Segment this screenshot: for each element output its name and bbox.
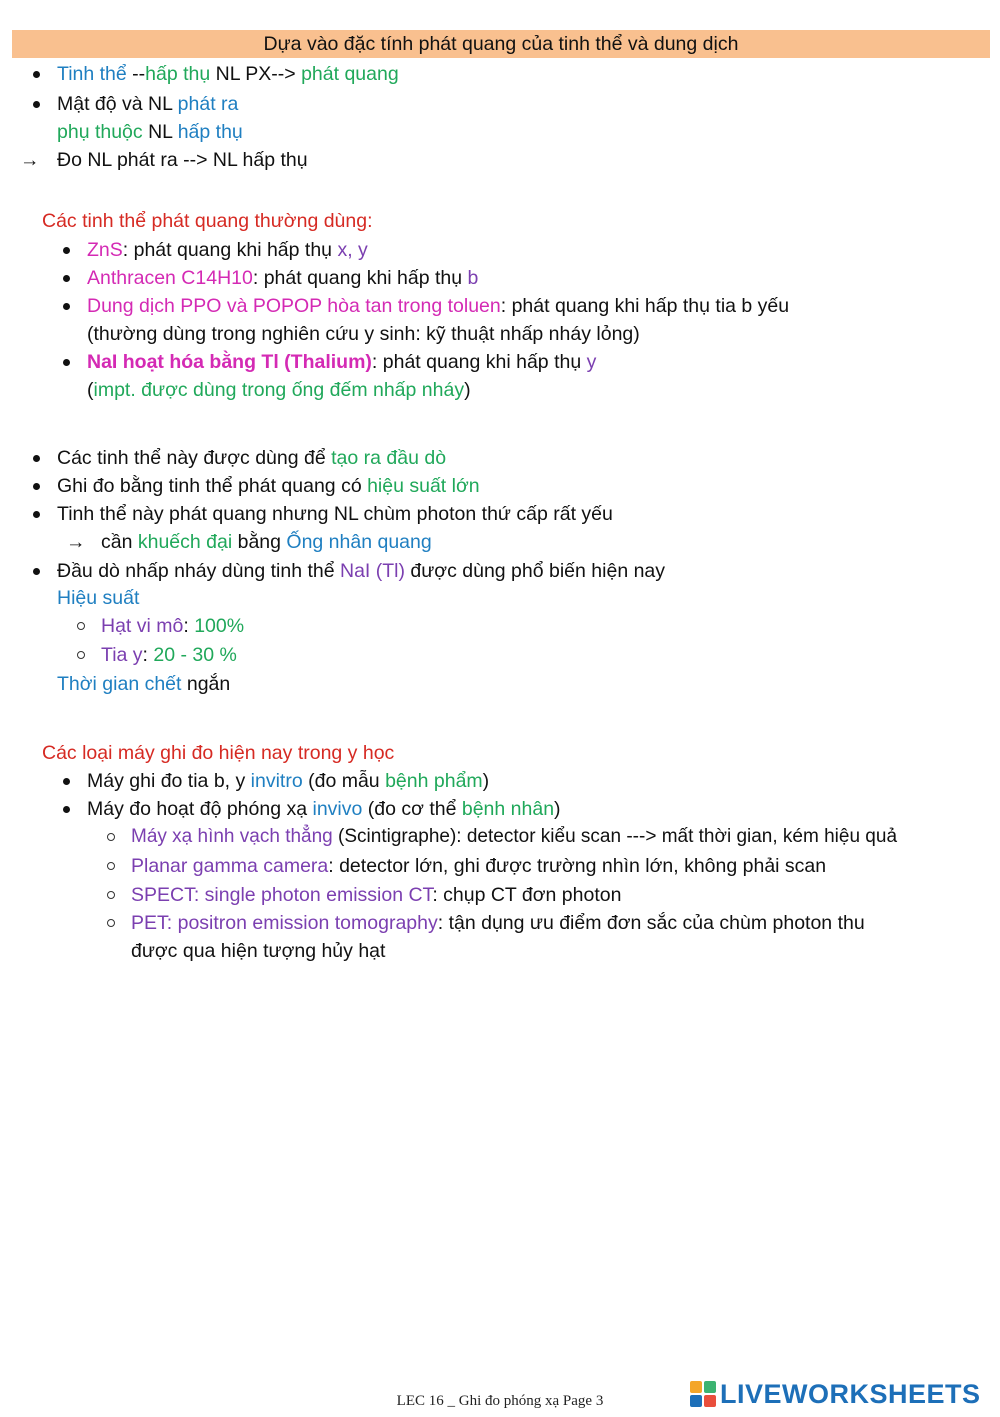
machine-1 (87, 769, 489, 793)
text-span: NL PX--> (210, 63, 302, 85)
text-span: invivo (312, 798, 363, 820)
bullet-dot (33, 455, 40, 462)
logo-square (704, 1395, 716, 1407)
bullet-dot (63, 247, 70, 254)
bullet-circle (107, 891, 115, 899)
crystal-nai-note (87, 378, 471, 402)
usage-3-sub (101, 530, 432, 554)
text-span: Đầu dò nhấp nháy dùng tinh thể (57, 560, 340, 582)
intro-line-3 (57, 120, 243, 144)
text-span: SPECT: single photon emission CT (131, 884, 433, 906)
text-span: Ghi đo bằng tinh thể phát quang có (57, 475, 368, 497)
text-span: phát ra (177, 93, 239, 115)
bullet-dot (63, 303, 70, 310)
usage-1 (57, 446, 446, 470)
crystal-ppo-note: (thường dùng trong nghiên cứu y sinh: kỹ thuật nhấp nháy lỏng) (87, 323, 640, 345)
text-span: 20 - 30 % (153, 644, 237, 666)
text-span: b (467, 267, 479, 289)
text-span: Máy đo hoạt độ phóng xạ (87, 798, 313, 820)
bullet-dot (33, 568, 40, 575)
text-span: bệnh phẩm (385, 770, 483, 792)
text-span: được dùng phổ biến hiện nay (404, 560, 666, 582)
text-span: : (142, 644, 154, 666)
arrow-icon: → (66, 531, 86, 553)
machine-sub-2 (131, 854, 826, 878)
text-span: NaI (Tl) (339, 560, 405, 582)
text-span: Planar gamma camera (131, 855, 329, 877)
text-span: hiệu suất lớn (367, 475, 480, 497)
text-span: NL (142, 121, 178, 143)
bullet-dot (63, 275, 70, 282)
text-span: : phát quang khi hấp thụ (371, 351, 587, 373)
logo-squares-icon (690, 1381, 716, 1407)
text-span: -- (126, 63, 146, 85)
text-span: phát quang (301, 63, 399, 85)
text-span: impt. được dùng trong ống đếm nhấp nháy (93, 379, 465, 401)
efficiency-1 (101, 614, 244, 638)
logo-text: LIVEWORKSHEETS (720, 1378, 981, 1409)
text-span: NaI hoạt hóa bằng Tl (Thalium) (87, 351, 372, 373)
liveworksheets-logo[interactable] (690, 1377, 981, 1411)
text-span: : (183, 615, 195, 637)
crystal-zns (87, 238, 368, 262)
text-span: : phát quang khi hấp thụ (252, 267, 468, 289)
bullet-dot (63, 806, 70, 813)
bullet-dot (33, 511, 40, 518)
machine-2 (87, 797, 561, 821)
text-span: PET: positron emission tomography (131, 912, 438, 934)
text-span: ) (554, 798, 561, 820)
text-span: Các tinh thể này được dùng để (57, 447, 332, 469)
text-span: : detector lớn, ghi được trường nhìn lớn, không phải scan (328, 855, 827, 877)
crystal-nai (87, 350, 596, 374)
intro-line-1 (57, 62, 399, 86)
logo-square (690, 1381, 702, 1393)
text-span: Máy ghi đo tia b, y (87, 770, 251, 792)
bullet-dot (33, 101, 40, 108)
text-span: phụ thuộc (57, 121, 143, 143)
text-span: Anthracen C14H10 (87, 267, 253, 289)
text-span: ZnS (87, 239, 123, 261)
efficiency-label: Hiệu suất (57, 587, 140, 609)
text-span: Thời gian chết (57, 673, 182, 695)
machine-sub-3 (131, 883, 621, 907)
text-span: ( (87, 379, 94, 401)
text-span: Hạt vi mô (101, 615, 184, 637)
text-span: hấp thụ (145, 63, 211, 85)
text-span: Máy xạ hình vạch thẳng (131, 826, 333, 847)
machines-heading: Các loại máy ghi đo hiện nay trong y học (42, 742, 395, 764)
text-span: y (586, 351, 597, 373)
text-span: Dung dịch PPO và POPOP hòa tan trong toluen (87, 295, 501, 317)
text-span: Ống nhân quang (286, 531, 432, 553)
bullet-circle (77, 622, 85, 630)
text-span: bệnh nhân (461, 798, 555, 820)
text-span: : chụp CT đơn photon (432, 884, 622, 906)
text-span: x, y (337, 239, 368, 261)
text-span: (đo cơ thể (362, 798, 462, 820)
bullet-dot (33, 483, 40, 490)
bullet-circle (107, 919, 115, 927)
logo-square (690, 1395, 702, 1407)
text-span: : phát quang khi hấp thụ (122, 239, 338, 261)
text-span: 100% (194, 615, 245, 637)
text-span: Tia y (101, 644, 143, 666)
bullet-dot (63, 359, 70, 366)
bullet-dot (33, 71, 40, 78)
text-span: ngắn (181, 673, 231, 695)
deadtime (57, 672, 230, 696)
text-span: khuếch đại (137, 531, 233, 553)
usage-3: Tinh thể này phát quang nhưng NL chùm photon thứ cấp rất yếu (57, 503, 613, 525)
crystal-anthracen (87, 266, 478, 290)
text-span: (đo mẫu (302, 770, 386, 792)
bullet-dot (63, 778, 70, 785)
text-span: ) (464, 379, 471, 401)
intro-line-2 (57, 92, 238, 116)
text-span: : phát quang khi hấp thụ tia b yếu (500, 295, 790, 317)
text-span: invitro (250, 770, 303, 792)
usage-4 (57, 559, 665, 583)
text-span: : tận dụng ưu điểm đơn sắc của chùm photon thu (437, 912, 865, 934)
text-span: hấp thụ (177, 121, 243, 143)
bullet-circle (107, 862, 115, 870)
bullet-circle (107, 833, 115, 841)
section-header: Dựa vào đặc tính phát quang của tinh thể và dung dịch (12, 30, 990, 58)
bullet-circle (77, 651, 85, 659)
machine-sub-4-cont: được qua hiện tượng hủy hạt (131, 940, 386, 962)
machine-sub-1 (131, 825, 897, 849)
text-span: (Scintigraphe): detector kiểu scan ---> mất thời gian, kém hiệu quả (332, 826, 898, 847)
intro-line-4: Đo NL phát ra --> NL hấp thụ (57, 149, 308, 171)
text-span: bằng (232, 531, 287, 553)
page-footer: LEC 16 _ Ghi đo phóng xạ Page 3 (396, 1393, 604, 1409)
efficiency-2 (101, 643, 237, 667)
text-span: ) (482, 770, 490, 792)
arrow-icon: → (20, 149, 40, 171)
text-span: tạo ra đầu dò (331, 447, 447, 469)
text-span: cần (101, 531, 138, 553)
text-span: Tinh thể (57, 63, 127, 85)
crystal-ppo (87, 294, 789, 318)
usage-2 (57, 474, 480, 498)
crystals-heading: Các tinh thể phát quang thường dùng: (42, 210, 373, 232)
machine-sub-4 (131, 911, 865, 935)
text-span: Mật độ và NL (57, 93, 178, 115)
logo-square (704, 1381, 716, 1393)
